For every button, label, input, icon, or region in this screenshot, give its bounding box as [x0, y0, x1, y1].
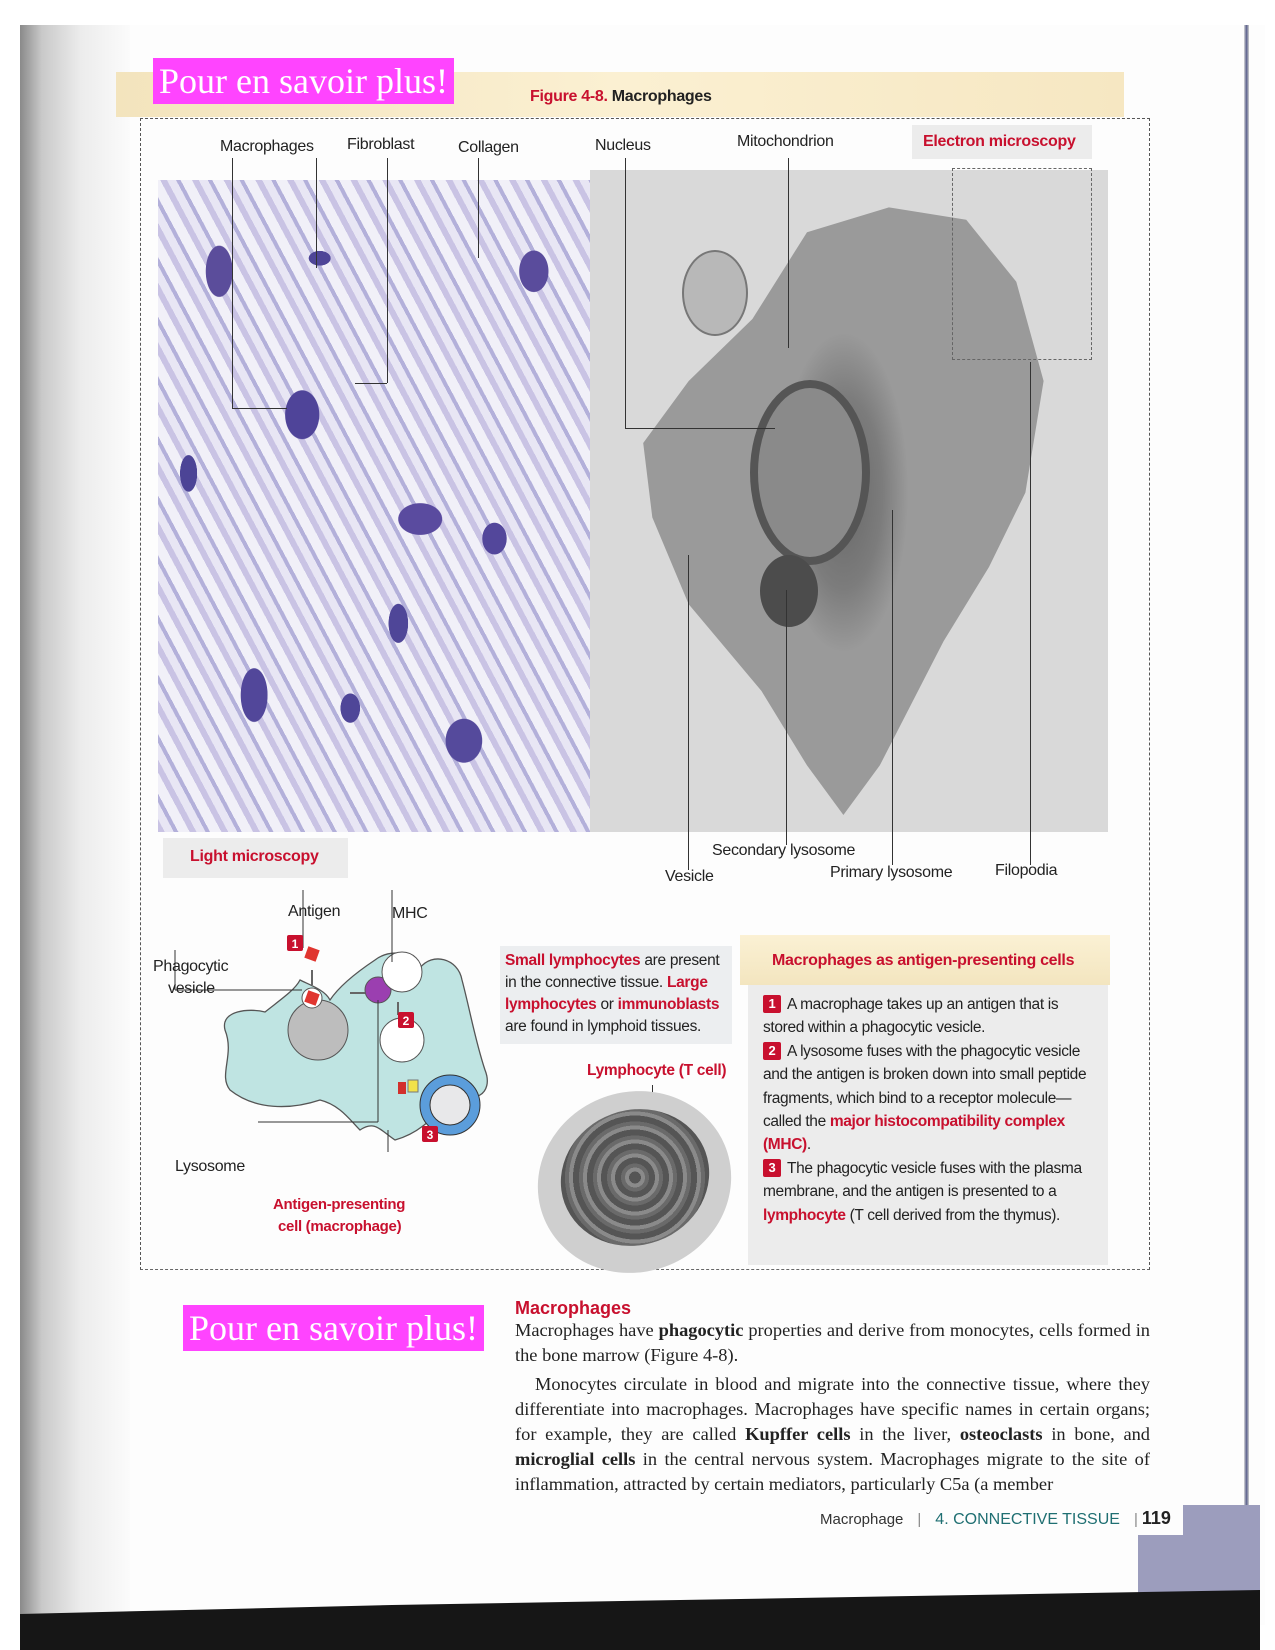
lymphocyte-note [505, 950, 733, 1038]
leader-line [625, 158, 626, 428]
leader-line [478, 158, 479, 258]
text: Macrophages have [515, 1320, 659, 1340]
callout-primary-lysosome: Primary lysosome [830, 864, 953, 881]
light-microscopy-label: Light microscopy [190, 848, 319, 865]
diagram-label-apc-1: Antigen-presenting [273, 1196, 406, 1213]
term-phagocytic: phagocytic [658, 1320, 744, 1340]
apc-panel-title: Macrophages as antigen-presenting cells [772, 952, 1075, 969]
term-immunoblasts: immunoblasts [617, 996, 720, 1013]
diagram-label-phagocytic: Phagocytic [153, 958, 229, 975]
callout-mitochondrion: Mitochondrion [737, 133, 834, 150]
chapter-tab [1138, 1535, 1198, 1593]
paragraph-2 [515, 1372, 1150, 1497]
step-badge: 1 [763, 995, 781, 1013]
page-edge [1244, 25, 1249, 1585]
step-text: . [806, 1136, 811, 1154]
lymphocyte-label: Lymphocyte (T cell) [587, 1062, 727, 1079]
leader-line [387, 158, 388, 383]
paragraph-1 [515, 1318, 1150, 1368]
svg-text:2: 2 [402, 1014, 410, 1028]
text: in the liver, [850, 1424, 960, 1444]
light-micrograph-image [158, 180, 595, 832]
footer-divider: | [917, 1511, 922, 1528]
body-text [515, 1318, 1150, 1497]
electron-microscopy-label: Electron microscopy [923, 133, 1076, 150]
leader-line [316, 158, 317, 268]
footer-divider: | [1133, 1511, 1138, 1528]
more-info-banner-bottom[interactable]: Pour en savoir plus! [183, 1305, 484, 1351]
diagram-label-apc-2: cell (macrophage) [278, 1218, 402, 1235]
callout-vesicle: Vesicle [665, 868, 714, 885]
step-badge: 2 [763, 1042, 781, 1060]
step-text: A lysosome fuses with the phagocytic vesicle and the antigen is broken down into small peptide fragments, which bind to a receptor molecule—called the [763, 1042, 1087, 1131]
more-info-banner-top[interactable]: Pour en savoir plus! [153, 58, 454, 104]
footer-chapter: 4. CONNECTIVE TISSUE [935, 1511, 1120, 1528]
leader-line [355, 383, 387, 384]
svg-text:3: 3 [426, 1128, 434, 1142]
footer-section: Macrophage [820, 1511, 904, 1528]
term-large-lymphocytes: Large lymphocytes [505, 974, 708, 1013]
page-number: 119 [1141, 1508, 1171, 1528]
book-binding-shadow [20, 25, 130, 1625]
diagram-label-vesicle: vesicle [168, 980, 215, 997]
callout-collagen: Collagen [458, 139, 519, 156]
section-heading: Macrophages [515, 1298, 632, 1318]
page-footer [820, 1508, 1171, 1529]
leader-line [232, 408, 287, 409]
apc-step-3 [763, 1157, 1103, 1227]
text: Monocytes circulate in blood and migrate into the connective tissue, where they differentiate into macrophages. Macrophages have specific names in certain organs; for example, they are called [515, 1374, 1150, 1444]
step-text: A macrophage takes up an antigen that is stored within a phagocytic vesicle. [763, 996, 1059, 1037]
filopodia-inset-box [952, 168, 1092, 360]
text: in the central nervous system. Macrophages migrate to the site of inflammation, attracted by certain mediators, particularly C5a (a member [515, 1449, 1150, 1494]
term-kupffer-cells: Kupffer cells [745, 1424, 851, 1444]
diagram-label-lysosome: Lysosome [175, 1158, 245, 1175]
diagram-label-antigen: Antigen [288, 903, 341, 920]
apc-step-1 [763, 993, 1103, 1040]
leader-line [1030, 362, 1031, 865]
em-nucleus [750, 380, 870, 565]
figure-number: Figure 4-8. [530, 88, 608, 105]
leader-line [232, 158, 233, 408]
step-text: (T cell derived from the thymus). [845, 1206, 1060, 1224]
term-small-lymphocytes: Small lymphocytes [505, 952, 641, 969]
diagram-label-mhc: MHC [392, 905, 428, 922]
note-text: are present in the connective tissue. [505, 952, 720, 991]
step-badge: 3 [763, 1159, 781, 1177]
leader-line [892, 510, 893, 865]
leader-line [688, 555, 689, 870]
apc-step-2 [763, 1040, 1103, 1157]
callout-nucleus: Nucleus [595, 137, 651, 154]
callout-fibroblast: Fibroblast [347, 136, 415, 153]
figure-name: Macrophages [611, 88, 712, 105]
step-text: The phagocytic vesicle fuses with the plasma membrane, and the antigen is presented to a [763, 1159, 1082, 1201]
term-mhc: major histocompatibility complex (MHC) [763, 1113, 1065, 1154]
callout-filopodia: Filopodia [995, 862, 1058, 879]
term-microglial-cells: microglial cells [515, 1449, 636, 1469]
leader-line [786, 590, 787, 845]
leader-line [788, 158, 789, 348]
em-secondary-lysosome [760, 555, 818, 627]
note-text: are found in lymphoid tissues. [505, 1018, 702, 1035]
callout-macrophages: Macrophages [220, 138, 314, 155]
figure-title [530, 88, 712, 106]
em-adjacent-cell [682, 250, 748, 336]
svg-text:1: 1 [291, 937, 299, 951]
leader-line [625, 428, 775, 429]
text: in bone, and [1042, 1424, 1151, 1444]
term-osteoclasts: osteoclasts [959, 1424, 1043, 1444]
term-lymphocyte: lymphocyte [763, 1206, 846, 1224]
apc-steps [763, 993, 1103, 1227]
callout-secondary-lysosome: Secondary lysosome [712, 842, 856, 859]
note-text: or [596, 996, 618, 1013]
text: properties and derive from monocytes, cells formed in the bone marrow (Figure 4-8). [515, 1320, 1150, 1365]
